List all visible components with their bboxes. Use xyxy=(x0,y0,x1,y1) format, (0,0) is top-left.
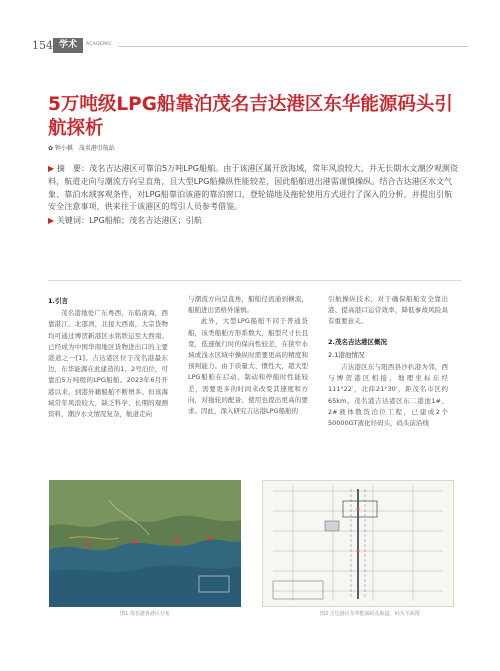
page-number: 154 xyxy=(32,39,53,52)
article-title: 5万吨级LPG船靠泊茂名吉达港区东华能源码头引航探析 xyxy=(48,94,453,139)
body-paragraph: 与潮流方向呈直角，船舶径流通到横流，船舶进出需格外谨慎。 xyxy=(188,295,308,315)
body-paragraph: 吉达港区东与阳西县沙扒港为邻，西与博贺港区相接，地理坐标东经111°22′，北纬21°30′，距茂名市区约65km。茂名港吉达港区东二港池1#、2#液体散货泊位工程，已建成2个50000GT液化烃码头，码头前沿线 xyxy=(328,363,448,428)
body-paragraph: 茂名港地处广东粤西，东临南海，西靠湛江、北部湾，北接大西南，大宗货物均可通过博贺新港区永铭铁运至大西南。已经成为中国华南地区货物进出口的主要港道之一[1]。吉达港区位于茂名港最东边，东华能源在此建造的1、2号泊位，可靠泊5万吨级的LPG船舶。2023年6月开港以来，到港外籍船舶不断增多。但该海域常年风浪较大，缺乏科学、长期的观测资料，潮汐水文情况复杂，航道走向 xyxy=(48,309,168,419)
header-rule xyxy=(118,46,468,47)
section-heading-intro: 1.引言 xyxy=(48,297,68,305)
keywords-paragraph xyxy=(48,214,460,227)
section-tag: 学术 xyxy=(53,38,83,53)
body-column-1 xyxy=(48,294,168,420)
keywords-text: LPG船舶；茂名吉达港区；引航 xyxy=(89,215,202,226)
page-header xyxy=(0,36,500,58)
figure-port-map xyxy=(49,480,241,607)
body-column-3 xyxy=(328,294,448,429)
triangle-bullet-icon: ▶ xyxy=(48,216,55,226)
keywords-label: 关键词： xyxy=(56,215,90,226)
terminal-plan-image xyxy=(263,481,453,606)
abstract-label: 摘 要： xyxy=(56,163,90,173)
body-paragraph: 此外，大型LPG船舶不同于普通货船，该类船舶方形系数大，船型尺寸长且宽，低速航行时的保向性较差，在狭窄水域或浅水区域中操纵时需要更高的精度和预判能力。由于质量大、惯性大，超大型LPG船舶在启动、制动和停船时性能较差，需要更多的时间来改变其速度和方向，对拖轮的配备、使用也提出更高的要求。因此，深入研究吉达港LPG船舶的 xyxy=(188,317,308,416)
figure-2-caption: 图2 吉达港区东华能源码头航道、码头平面图 xyxy=(320,611,420,617)
section-heading-overview: 2.茂名吉达港区概况 xyxy=(328,337,387,346)
abstract-block xyxy=(48,162,460,229)
satellite-map-image xyxy=(49,480,241,607)
abstract-paragraph xyxy=(48,162,460,212)
triangle-bullet-icon: ▶ xyxy=(48,164,55,173)
body-paragraph: 引航操纵技术，对于确保船舶安全靠出港、提高港口运营效率、降低事故风险具有重要意义。 xyxy=(328,295,448,326)
figure-1-caption: 图1 茂名港各港区分布 xyxy=(120,611,170,617)
subsection-heading-harbor: 2.1港池情况 xyxy=(328,350,365,359)
body-column-2 xyxy=(188,294,308,417)
section-tag-en: ACADEMIC xyxy=(86,42,113,47)
section-divider xyxy=(48,280,462,281)
abstract-text: 茂名吉达港区可靠泊5万吨LPG船舶。由于该港区属开放海域，常年风浪较大，并无长期水文潮汐观测资料，航道走向与潮流方向呈直角，且大型LPG船操纵性能较差，因此船舶进出港需谨慎操纵。结合吉达港区水文气象、靠泊水域客观条件，对LPG船靠泊该港的靠泊窗口、登轮锚地及拖轮使用方式进行了深入的分析，并提出引航安全注意事项，供来往于该港区的驾引人员参考借鉴。 xyxy=(48,163,458,211)
article-byline: ✿ 钟小棋 茂名港引航站 xyxy=(48,145,115,152)
figure-terminal-plan xyxy=(262,480,454,607)
